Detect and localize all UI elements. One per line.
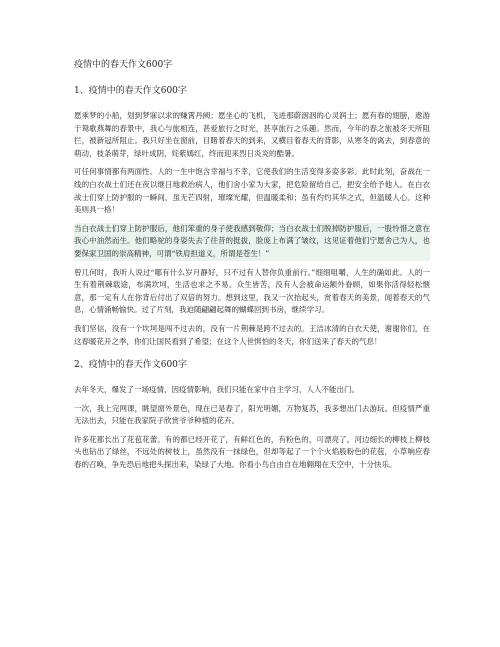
paragraph: 一次，我上完网课，眺望窗外景色，现在已是春了，阳光明媚，万物复苏，我多想出门去游玩。但疫情严重无法出去，只能在我家院子欣赏爷爷种植的花卉。 [74,403,430,426]
section-heading-1: 1、疫情中的春天作文600字 [74,86,187,96]
paragraph: 可任何事情都有两面性。人的一生中饱含幸福与不幸，它使我们的生活变得多姿多彩。此时此刻，奋战在一线的白衣战士们还在夜以继日地救治病人，他们舍小家为大家，把危险留给自己，把安全给予他人。在白衣战士们穿上防护服的一瞬间，虽无芒四射，璀璨光耀，但温暖柔和；虽有灼灼其华之式，但温暖人心。这种美则具一格！ [74,167,430,215]
paragraph: 当白衣战士们穿上防护服后，他们笨重的身子使我感到敬仰；当白衣战士们脱掉防护服后，一股怜惜之意在我心中油然而生。他们略驼的身姿失去了往昔的挺拔，脸庞上布满了皱纹，这见证着他们宁愿舍己为人，也要保家卫国的崇高精神，可谓“铁肩担道义，所谓是苍生！” [74,223,430,261]
paragraph: 许多花都长出了花苞花蕾。有的都已经开花了，有鲜红色的，有粉色的，可漂亮了。河边细长的柳枝上柳枝头也钻出了绿丝，不远处的树枝上，虽然没有一抹绿色，但却等起了一个个火焰般粉色的花苞，小草响应春春的召唤，争先恐后地把头探出来，染绿了大地。你看小鸟自由自在地翱翔在天空中，十分快乐。 [74,434,430,470]
paragraph: 愿乘梦的小船，划到梦寐以求的赚霄丹阙；愿坐心的飞机，飞进那蔚洇洇的心灵润土；愿有春的翅膀，遨游于鸳歌燕舞的春景中，我心与旅相连，甚爱旅行之时光，甚享旅行之乐趣。然而，今年的春之旅被冬天所阻拦，被新冠所阻止。我只好坐在窗前，目睹着春天的到来，又横目着春天的背影，从寒冬的离去，到春意的萌动，枝条萌芽，绿叶成阴，姹紫嫣红，终而迎来烈日炎炎的酷暑。 [74,111,430,158]
paragraph: 去年冬天，爆发了一场疫情，因疫情影响，我们只能在家中自主学习，人人不能出门。 [74,385,359,395]
document-title: 疫情中的春天作文600字 [74,60,173,70]
paragraph: 我们坚信，没有一个坎坷是闯不过去的，没有一片荆棘是跨不过去的。王洁冰清的白衣天使，谢谢你们，在这春暖花开之季，你们让国民看到了希望；在这个人世惧怕的冬天，你们送来了春天的气息！ [74,323,430,346]
section-heading-2: 2、疫情中的春天作文600字 [74,360,187,371]
paragraph: 曾几何时，我听人说过“哪有什么岁月静好，只不过有人替你负重前行。”细细咀嚼，人生的确如此。人的一生有着荆棘载途，布满坎坷，生活也求之不易。众生皆苦，没有人会被命运额外眷顾，如果你活得轻松惬意，那一定有人在你背后付出了双倍的努力。想到这里，我又一次抬起头，赏着春天的美景，闻着春天的气息，心情涌畅愉快。过了片刻，我迫随翩翩起舞的蝴蝶回到书房，继续学习。 [74,267,430,315]
